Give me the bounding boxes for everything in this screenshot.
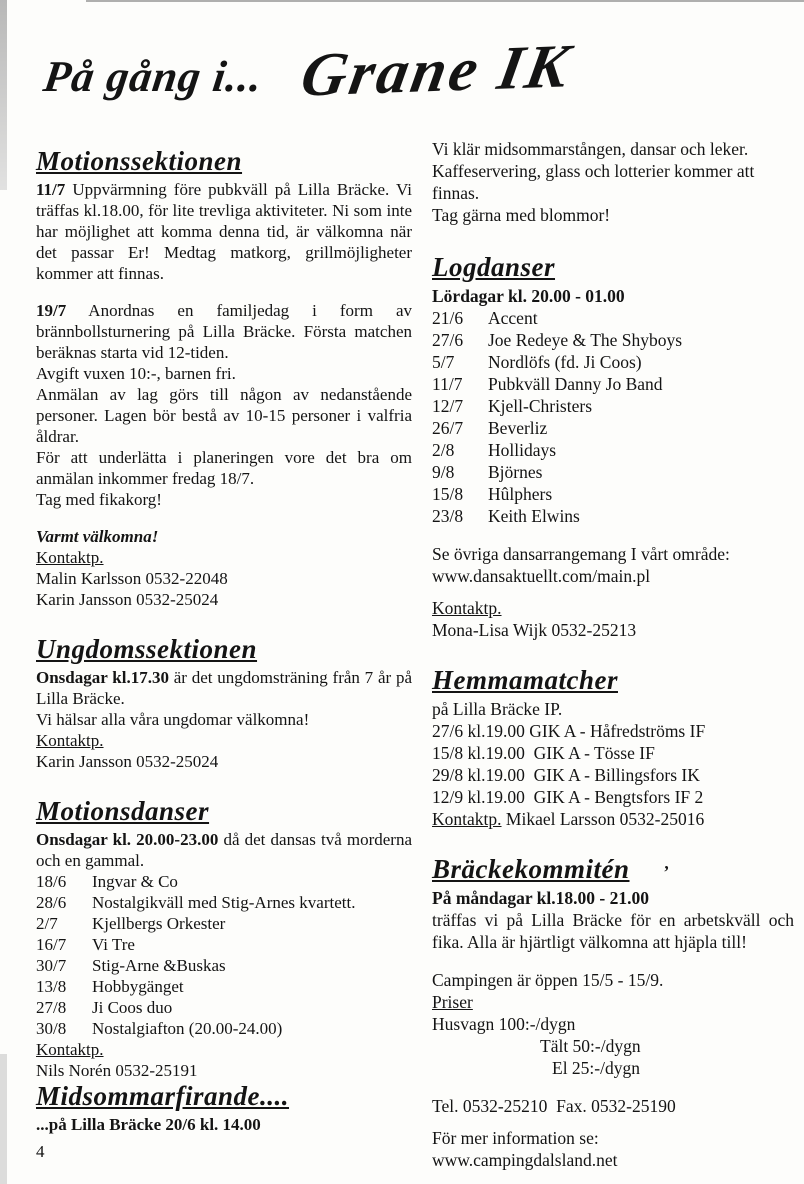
motionssektionen-paragraph-1 (36, 179, 412, 284)
contact-name: Mikael Larsson 0532-25016 (501, 809, 705, 829)
ungdomssektionen-heading: Ungdomssektionen (36, 634, 258, 664)
kontakt-label: Kontaktp. (36, 548, 104, 567)
event-name: Björnes (488, 462, 543, 482)
fee-line: Avgift vuxen 10:-, barnen fri. (36, 364, 236, 383)
midsommar-intro (432, 138, 794, 226)
event-date: 30/8 (36, 1019, 67, 1038)
event-name: Accent (488, 308, 538, 328)
event-name: Nostalgikväll med Stig-Arnes kvartett. (92, 893, 356, 912)
brackekommiten-lead: På måndagar kl.18.00 - 21.00 (432, 888, 649, 908)
fika-line: Tag med fikakorg! (36, 490, 162, 509)
logdanser-heading: Logdanser (432, 252, 556, 282)
kontakt-label: Kontaktp. (36, 1040, 104, 1059)
event-name: Hollidays (488, 440, 557, 460)
page-number: 4 (36, 1142, 45, 1161)
contact-line: Karin Jansson 0532-25024 (36, 590, 219, 609)
match-line: 15/8 kl.19.00 GIK A - Tösse IF (432, 743, 655, 763)
event-date: 9/8 (432, 462, 455, 482)
midsommarfirande-subtitle: ...på Lilla Bräcke 20/6 kl. 14.00 (36, 1115, 261, 1134)
event-name: Joe Redeye & The Shyboys (488, 330, 683, 350)
section-motionssektionen (36, 146, 412, 610)
tel-fax-line: Tel. 0532-25210 Fax. 0532-25190 (432, 1096, 676, 1116)
scan-artifact-top-edge (86, 0, 804, 2)
event-date: 2/7 (36, 914, 58, 933)
kontakt-label: Kontaktp. (432, 809, 502, 829)
ungdom-lead-paragraph (36, 667, 412, 709)
event-date: 12/7 (432, 396, 464, 416)
event-date: 16/7 (36, 935, 67, 954)
registration-line: Anmälan av lag görs till någon av nedanstående personer. Lagen bör bestå av 10-15 personer i valfria åldrar. (36, 385, 412, 446)
event-row (36, 871, 412, 892)
event-row (36, 913, 412, 934)
event-name: Pubkväll Danny Jo Band (488, 374, 663, 394)
event-row (432, 505, 794, 527)
section-hemmamatcher (432, 665, 794, 830)
event-row (36, 955, 412, 976)
right-column (432, 138, 794, 1171)
event-row (432, 439, 794, 461)
hemmamatcher-heading: Hemmamatcher (432, 665, 618, 695)
event-date: 23/8 (432, 506, 464, 526)
event-row (36, 892, 412, 913)
priser-label: Priser (432, 992, 473, 1012)
event-name: Stig-Arne &Buskas (92, 956, 226, 975)
dans-note-url: www.dansaktuellt.com/main.pl (432, 566, 651, 586)
info-line: För mer information se: (432, 1128, 599, 1148)
event-name: Nordlöfs (fd. Ji Coos) (488, 352, 642, 372)
brackekommiten-heading: Bräckekommitén (432, 854, 630, 884)
left-column (36, 146, 412, 1162)
event-date: 28/6 (36, 893, 67, 912)
intro-line: Tag gärna med blommor! (432, 205, 611, 225)
section-brackekommiten (432, 854, 794, 1171)
logdanser-lead: Lördagar kl. 20.00 - 01.00 (432, 286, 625, 306)
event-row (36, 997, 412, 1018)
event-row (432, 395, 794, 417)
event-row (36, 1018, 412, 1039)
event-row (432, 461, 794, 483)
event-row (432, 483, 794, 505)
match-line: 12/9 kl.19.00 GIK A - Bengtsfors IF 2 (432, 787, 704, 807)
event-row (432, 417, 794, 439)
event-date: 11/7 (432, 374, 463, 394)
section-ungdomssektionen (36, 634, 412, 772)
lead-rest: då det dansas två morderna och en gammal. (36, 830, 412, 870)
header-club-title: Grane IK (295, 32, 577, 110)
contact-line: Nils Norén 0532-25191 (36, 1061, 198, 1080)
kontakt-line (432, 808, 794, 830)
contact-line: Mona-Lisa Wijk 0532-25213 (432, 620, 637, 640)
match-line: 29/8 kl.19.00 GIK A - Billingsfors IK (432, 765, 700, 785)
header-prefix: På gång i... (40, 52, 267, 101)
price-line: Tält 50:-/dygn (540, 1036, 641, 1056)
stray-scan-mark: ’ (663, 862, 670, 882)
event-date: 13/8 (36, 977, 67, 996)
event-date: 19/7 (36, 301, 67, 320)
event-date: 27/8 (36, 998, 67, 1017)
midsommarfirande-heading: Midsommarfirande.... (36, 1081, 290, 1111)
page-header (40, 32, 577, 110)
info-url: www.campingdalsland.net (432, 1150, 618, 1170)
lead-rest: är det ungdomsträning från 7 år på Lilla Bräcke. (36, 668, 412, 708)
intro-line: Kaffeservering, glass och lotterier kommer att finnas. (432, 161, 755, 203)
event-date: 2/8 (432, 440, 455, 460)
event-date: 30/7 (36, 956, 67, 975)
motionsdanser-heading: Motionsdanser (36, 796, 210, 826)
event-row (432, 329, 794, 351)
scan-artifact-left-edge-top (0, 0, 7, 190)
event-name: Hûlphers (488, 484, 553, 504)
ungdom-welcome-line: Vi hälsar alla våra ungdomar välkomna! (36, 710, 310, 729)
event-name: Kjellbergs Orkester (92, 914, 226, 933)
section-logdanser (432, 252, 794, 641)
section-motionsdanser (36, 796, 412, 1081)
event-name: Hobbygänget (92, 977, 184, 996)
event-name: Beverliz (488, 418, 548, 438)
lead-bold: Onsdagar kl.17.30 (36, 668, 169, 687)
event-name: Keith Elwins (488, 506, 580, 526)
event-text: Anordnas en familjedag i form av brännbollsturnering på Lilla Bräcke. Första matchen beräknas starta vid 12-tiden. (36, 301, 412, 362)
event-text: Uppvärmning före pubkväll på Lilla Bräcke. Vi träffas kl.18.00, för lite trevliga aktiviteter. Ni som inte har möjlighet att komma denna tid, är välkomna när det passar Er! Medtag matkorg, grillmöjligheter kommer att finnas. (36, 180, 412, 283)
event-row (432, 351, 794, 373)
event-row (36, 976, 412, 997)
intro-line: Vi klär midsommarstången, dansar och leker. (432, 139, 749, 159)
event-date: 18/6 (36, 872, 67, 891)
event-date: 11/7 (36, 180, 66, 199)
contact-line: Malin Karlsson 0532-22048 (36, 569, 228, 588)
section-midsommarfirande (36, 1081, 412, 1135)
hemmamatcher-sub: på Lilla Bräcke IP. (432, 699, 563, 719)
motionsdanser-lead-paragraph (36, 829, 412, 871)
brackekommiten-body: träffas vi på Lilla Bräcke för en arbetskväll och fika. Alla är hjärtligt välkomna att hjäpla till! (432, 910, 794, 952)
price-line: El 25:-/dygn (552, 1058, 640, 1078)
price-line: Husvagn 100:-/dygn (432, 1014, 576, 1034)
planning-line: För att underlätta i planeringen vore det bra om anmälan inkommer fredag 18/7. (36, 448, 412, 488)
camping-line: Campingen är öppen 15/5 - 15/9. (432, 970, 664, 990)
event-date: 5/7 (432, 352, 455, 372)
event-date: 27/6 (432, 330, 464, 350)
motionssektionen-paragraph-2 (36, 300, 412, 363)
event-row (432, 307, 794, 329)
event-name: Ji Coos duo (92, 998, 173, 1017)
event-name: Kjell-Christers (488, 396, 593, 416)
kontakt-label: Kontaktp. (432, 598, 502, 618)
scan-artifact-left-edge-bottom (0, 1054, 7, 1184)
event-row (432, 373, 794, 395)
event-date: 21/6 (432, 308, 464, 328)
welcome-line: Varmt välkomna! (36, 527, 159, 546)
event-date: 15/8 (432, 484, 464, 504)
event-name: Vi Tre (92, 935, 135, 954)
dans-note-line: Se övriga dansarrangemang I vårt område: (432, 544, 730, 564)
event-name: Nostalgiafton (20.00-24.00) (92, 1019, 283, 1038)
event-date: 26/7 (432, 418, 464, 438)
event-row (36, 934, 412, 955)
event-name: Ingvar & Co (92, 872, 178, 891)
match-line: 27/6 kl.19.00 GIK A - Håfredströms IF (432, 721, 706, 741)
kontakt-label: Kontaktp. (36, 731, 104, 750)
contact-line: Karin Jansson 0532-25024 (36, 752, 219, 771)
motionssektionen-heading: Motionssektionen (36, 146, 243, 176)
lead-bold: Onsdagar kl. 20.00-23.00 (36, 830, 219, 849)
